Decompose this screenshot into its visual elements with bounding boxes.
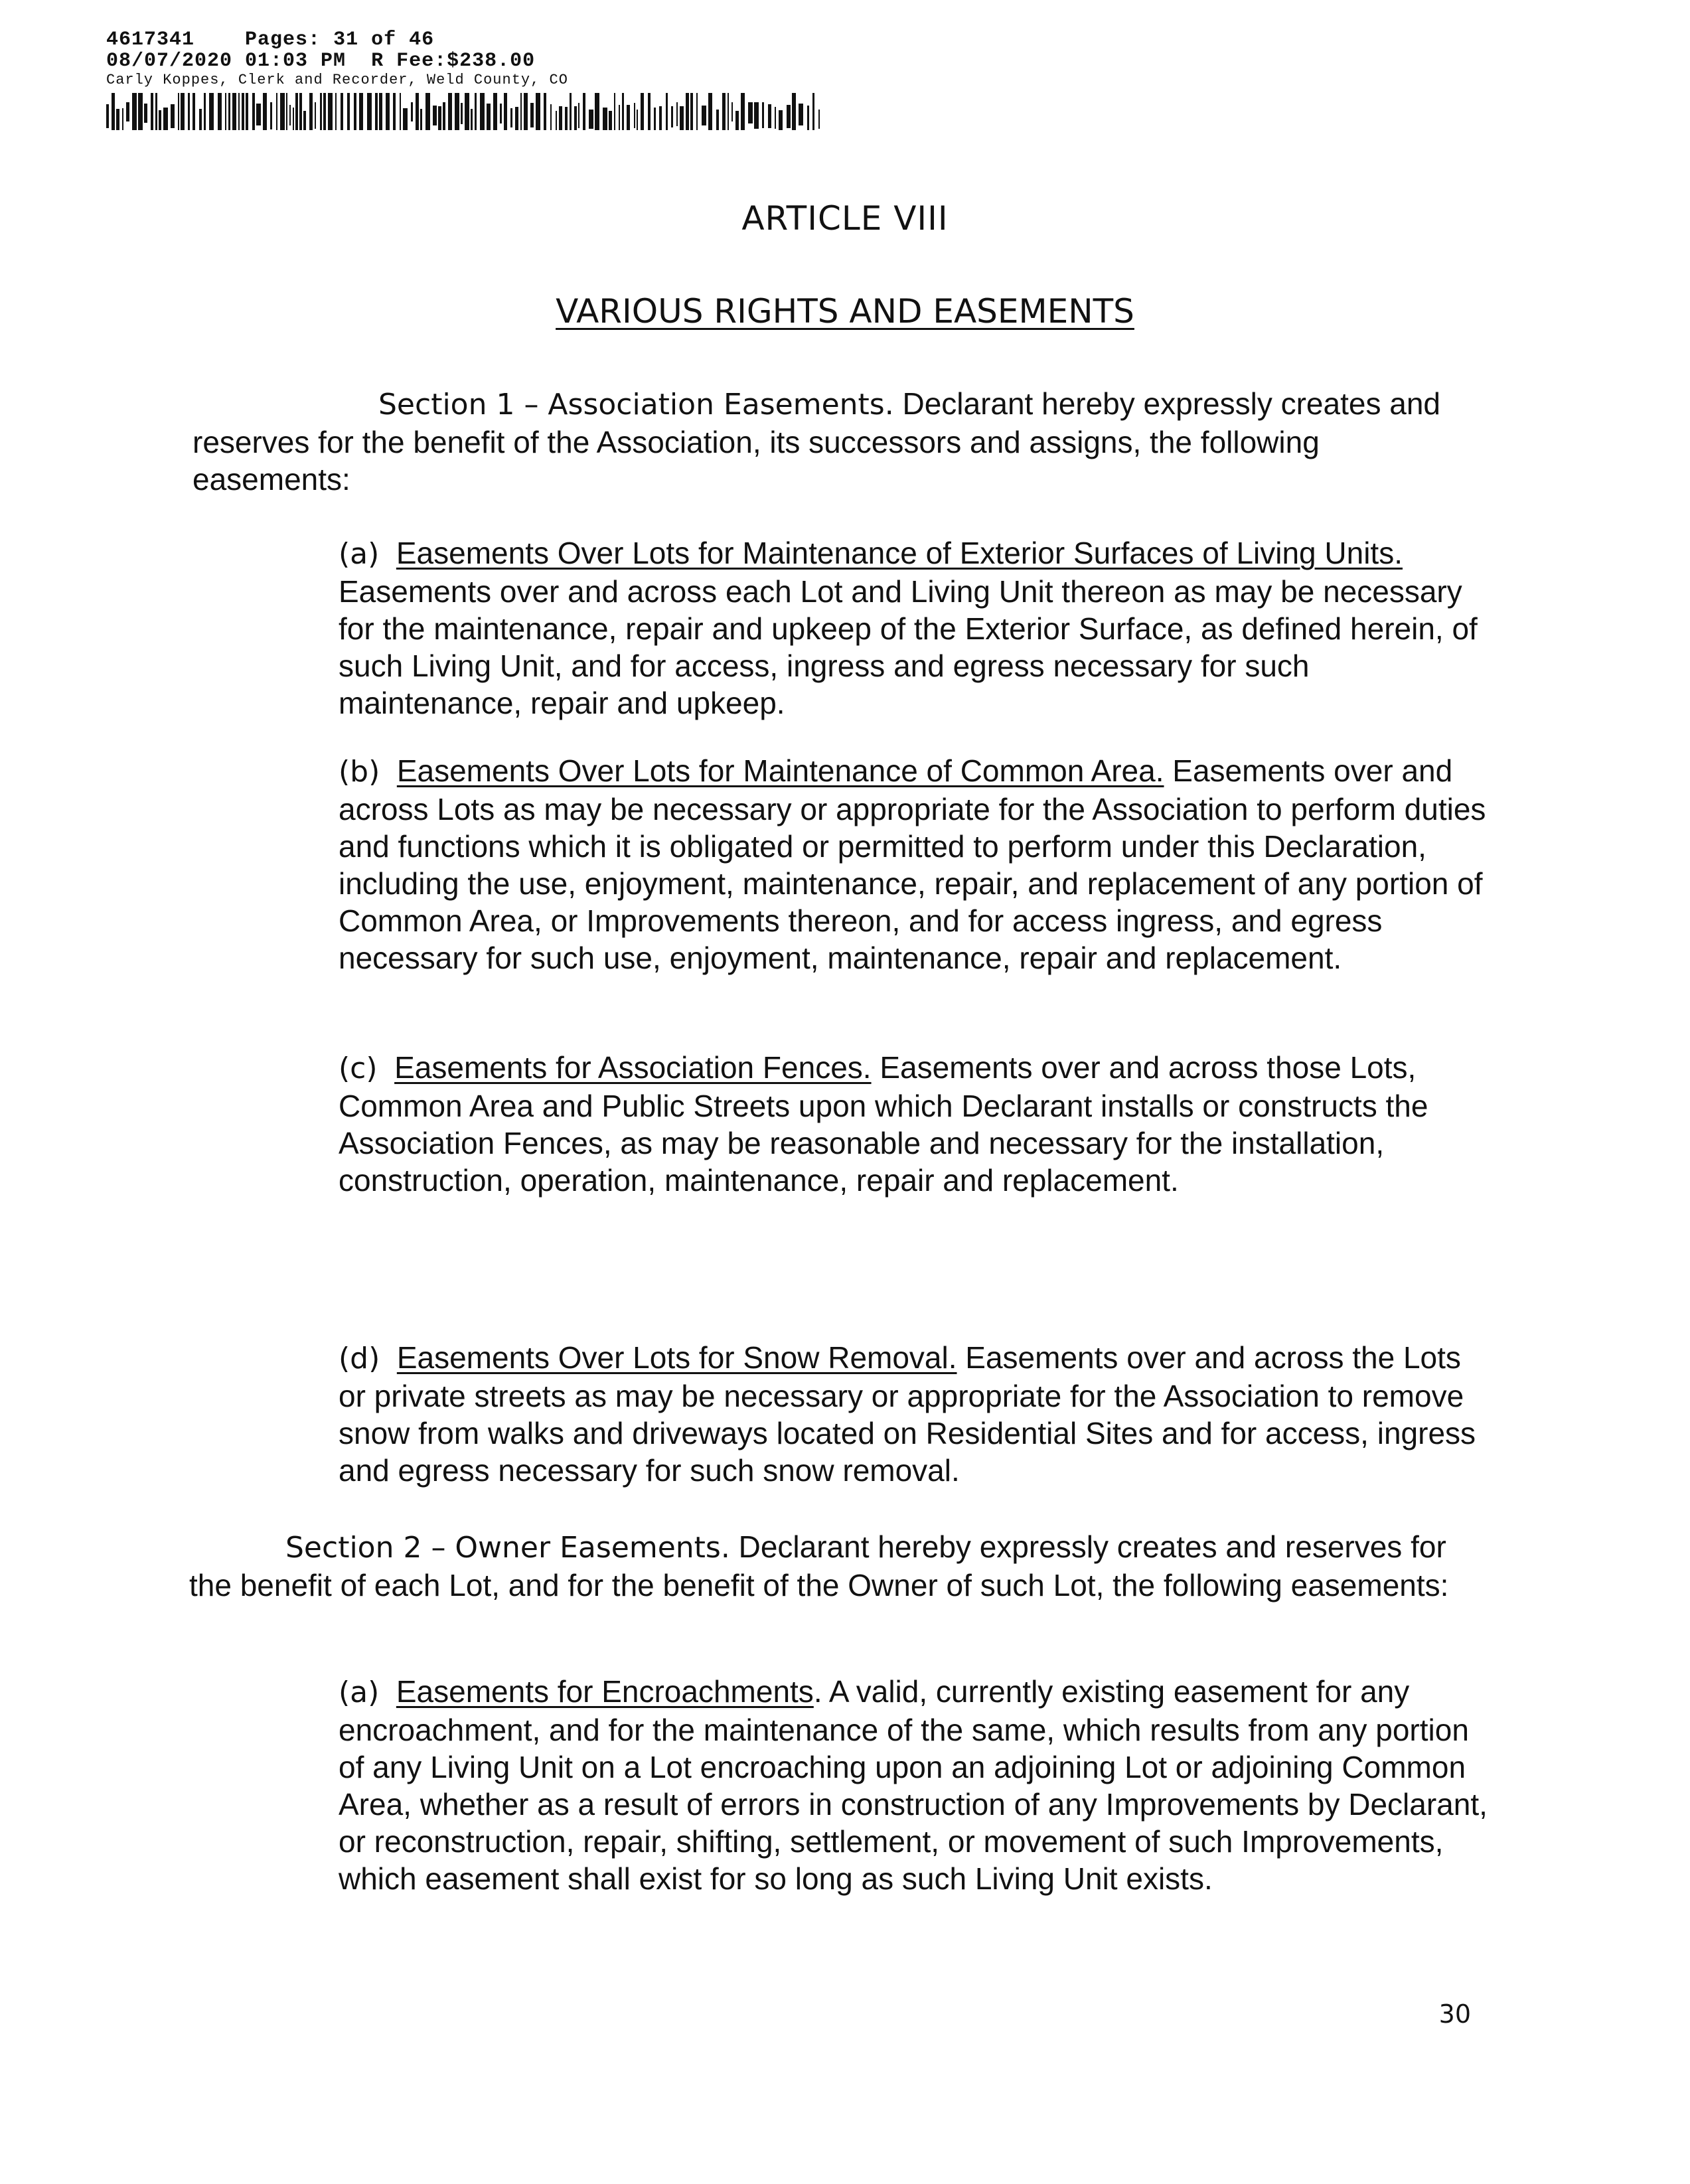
barcode-bar [132,93,137,130]
barcode-bar [400,93,401,130]
barcode-bar [493,93,497,130]
barcode-bar [648,93,651,130]
barcode-bar [280,93,285,130]
barcode-bar [112,93,115,130]
barcode-bar [465,93,469,130]
barcode-bar [359,93,363,130]
recording-stamp [106,29,836,130]
barcode-bar [779,110,783,130]
barcode-bar [242,93,244,130]
barcode-bar [126,102,129,121]
barcode-bar [762,102,764,128]
barcode-bar [696,93,698,130]
barcode-bar [335,93,337,130]
barcode-bar [690,93,693,130]
barcode-bar [475,93,477,130]
barcode-bar [341,93,343,130]
barcode-bar [812,93,814,130]
barcode-bar [199,109,202,130]
barcode-bar [768,104,771,128]
barcode-bar [443,102,445,130]
section-1-item-b [339,752,1494,976]
barcode-bar [411,102,413,121]
barcode-bar [622,93,624,130]
barcode-bar [487,104,491,130]
barcode-bar [320,93,322,130]
barcode-bar [375,93,378,130]
barcode-bar [722,93,726,130]
section-2-heading: Section 2 – Owner Easements. [285,1531,730,1565]
section-1-item-a [339,534,1494,722]
barcode-bar [731,102,733,121]
barcode-bar [403,108,408,130]
barcode-bar [574,106,577,130]
barcode-bar [433,106,437,125]
item-label: (a) [339,537,380,571]
article-subtitle [0,292,1690,331]
barcode-bar [471,109,473,130]
barcode-bar [218,93,222,130]
barcode-icon [106,93,823,130]
section-1-item-c [339,1049,1494,1199]
barcode-bar [448,93,452,130]
barcode-bar [686,93,689,130]
barcode-bar [295,93,298,130]
barcode-bar [741,93,745,130]
barcode-bar [379,93,382,130]
item-title: Easements Over Lots for Snow Removal. [396,1340,957,1375]
barcode-bar [671,106,673,127]
barcode-bar [619,105,620,130]
barcode-bar [178,93,179,130]
article-title: ARTICLE VIII [741,199,949,238]
barcode-bar [276,93,277,130]
barcode-bar [425,93,430,130]
barcode-bar [386,93,390,130]
barcode-bar [188,93,190,130]
barcode-bar [748,102,753,123]
barcode-bar [565,107,568,130]
barcode-bar [263,93,267,130]
section-1-text: Declarant hereby expressly creates and reserves for the benefit of the Association, its successors and assigns, the following easements: [192,386,1440,497]
barcode-bar [347,93,350,130]
barcode-bar [106,104,109,128]
barcode-bar [323,93,326,130]
barcode-bar [609,111,612,130]
barcode-bar [328,93,333,130]
barcode-bar [181,93,185,130]
barcode-bar [138,93,143,130]
barcode-bar [171,104,175,128]
barcode-bar [627,105,630,130]
barcode-bar [676,102,678,126]
barcode-bar [807,106,809,130]
barcode-bar [556,111,557,130]
barcode-bar [289,105,291,125]
barcode-bar [228,93,230,130]
barcode-bar [309,93,313,130]
barcode-bar [559,106,562,130]
recorder-name: Carly Koppes, Clerk and Recorder, Weld County, CO [106,72,568,88]
section-2-text: Declarant hereby expressly creates and reserves for the benefit of each Lot, and for the benefit of the Owner of such Lot, the following easements: [189,1529,1449,1602]
barcode-bar [416,93,419,130]
item-label: (b) [339,755,380,789]
stamp-line-1 [106,29,836,50]
barcode-bar [270,102,272,129]
item-label: (d) [339,1342,380,1375]
barcode-bar [775,107,776,129]
barcode-bar [299,93,302,130]
item-title: Easements for Association Fences. [394,1050,872,1085]
barcode-bar [354,93,356,130]
barcode-bar [818,110,820,129]
barcode-bar [702,106,706,125]
barcode-bar [708,93,712,130]
item-title: Easements Over Lots for Maintenance of Exterior Surfaces of Living Units. [396,536,1403,570]
barcode-bar [524,93,528,130]
item-text: Easements over and across those Lots, Common Area and Public Streets upon which Declarant installs or constructs the Association Fences, as may be reasonable and necessary for the installation, construction, operation, maintenance, repair and replacement. [339,1050,1428,1198]
section-1-intro [192,385,1440,498]
barcode-bar [232,93,236,130]
article-subtitle-text: VARIOUS RIGHTS AND EASEMENTS [556,292,1134,331]
barcode-bar [122,108,123,130]
barcode-bar [515,107,518,130]
barcode-bar [252,93,255,130]
barcode-bar [603,108,607,130]
barcode-bar [192,93,195,130]
barcode-bar [583,93,585,130]
barcode-bar [595,93,599,130]
barcode-bar [614,93,615,130]
section-1-item-d [339,1339,1494,1489]
barcode-bar [659,106,662,130]
pages-label: Pages: 31 of 46 [245,29,435,51]
barcode-bar [735,111,739,130]
barcode-bar [510,108,512,127]
item-text: . A valid, currently existing easement for any encroachment, and for the maintenance of the same, which results from any portion of any Living Unit on a Lot encroaching upon an adjoining Lot or adjoining Common Area, whether as a result of errors in construction of any Improvements by Declarant, or reconstruction, repair, shifting, settlement, or movement of such Improvements, which easement shall exist for so long as such Living Unit exists. [339,1674,1488,1896]
item-text: Easements over and across Lots as may be necessary or appropriate for the Association to perform duties and functions which it is obligated or permitted to perform under this Declaration, including the use, enjoyment, maintenance, repair, and replacement of any portion of Common Area, or Improvements thereon, and for access ingress, and egress necessary for such use, enjoyment, maintenance, repair and replacement. [339,753,1486,975]
barcode-bar [578,103,579,128]
barcode-bar [293,108,294,130]
barcode-bar [116,109,119,130]
barcode-bar [144,104,147,123]
page-number: 30 [1438,1999,1471,2029]
recording-datetime: 08/07/2020 01:03 PM [106,50,346,72]
barcode-bar [151,93,153,130]
recording-fee: R Fee:$238.00 [371,50,536,72]
barcode-bar [550,104,552,130]
barcode-bar [504,93,507,130]
barcode-bar [286,93,287,130]
barcode-bar [520,93,522,130]
section-1-heading: Section 1 – Association Easements. [378,388,894,422]
barcode-bar [393,93,396,130]
item-title: Easements Over Lots for Maintenance of Common Area. [396,753,1164,788]
barcode-bar [641,93,644,130]
item-label: (c) [339,1052,378,1085]
barcode-bar [637,110,638,130]
barcode-bar [420,109,422,130]
barcode-bar [536,93,540,130]
barcode-bar [570,93,572,130]
item-text: Easements over and across each Lot and Living Unit thereon as may be necessary for the maintenance, repair and upkeep of the Exterior Surface, as defined herein, of such Living Unit, and for access, ingress and egress necessary for such maintenance, repair and upkeep. [339,574,1478,720]
barcode-bar [209,93,214,130]
barcode-bar [654,108,656,130]
section-2-item-a [339,1673,1494,1897]
barcode-bar [634,103,635,128]
stamp-line-2 [106,50,836,72]
barcode-bar [159,110,161,130]
barcode-bar [500,104,502,123]
item-title: Easements for Encroachments [396,1674,814,1709]
barcode-bar [367,93,372,130]
barcode-bar [680,106,684,130]
barcode-bar [792,93,796,130]
barcode-bar [754,102,759,129]
barcode-bar [589,110,593,129]
barcode-bar [716,110,719,130]
barcode-bar [303,111,306,130]
item-label: (a) [339,1676,380,1709]
barcode-bar [246,93,248,130]
barcode-bar [204,93,206,130]
barcode-bar [225,93,226,130]
barcode-bar [163,108,168,130]
section-2-intro [189,1528,1467,1604]
barcode-bar [787,105,791,128]
barcode-bar [438,106,441,130]
doc-number: 4617341 [106,29,195,51]
item-text: Easements over and across the Lots or private streets as may be necessary or appropriate for the Association to remove snow from walks and driveways located on Residential Sites and for access, ingress and egress necessary for such snow removal. [339,1340,1476,1488]
barcode-bar [455,93,459,130]
barcode-bar [155,93,157,130]
barcode-bar [238,93,240,130]
barcode-bar [544,93,546,130]
barcode-bar [799,104,803,125]
barcode-bar [480,93,485,130]
barcode-bar [256,104,261,125]
barcode-bar [728,93,729,130]
barcode-bar [666,93,668,130]
barcode-bar [530,103,534,127]
barcode-bar [315,102,316,129]
barcode-bar [461,103,463,124]
